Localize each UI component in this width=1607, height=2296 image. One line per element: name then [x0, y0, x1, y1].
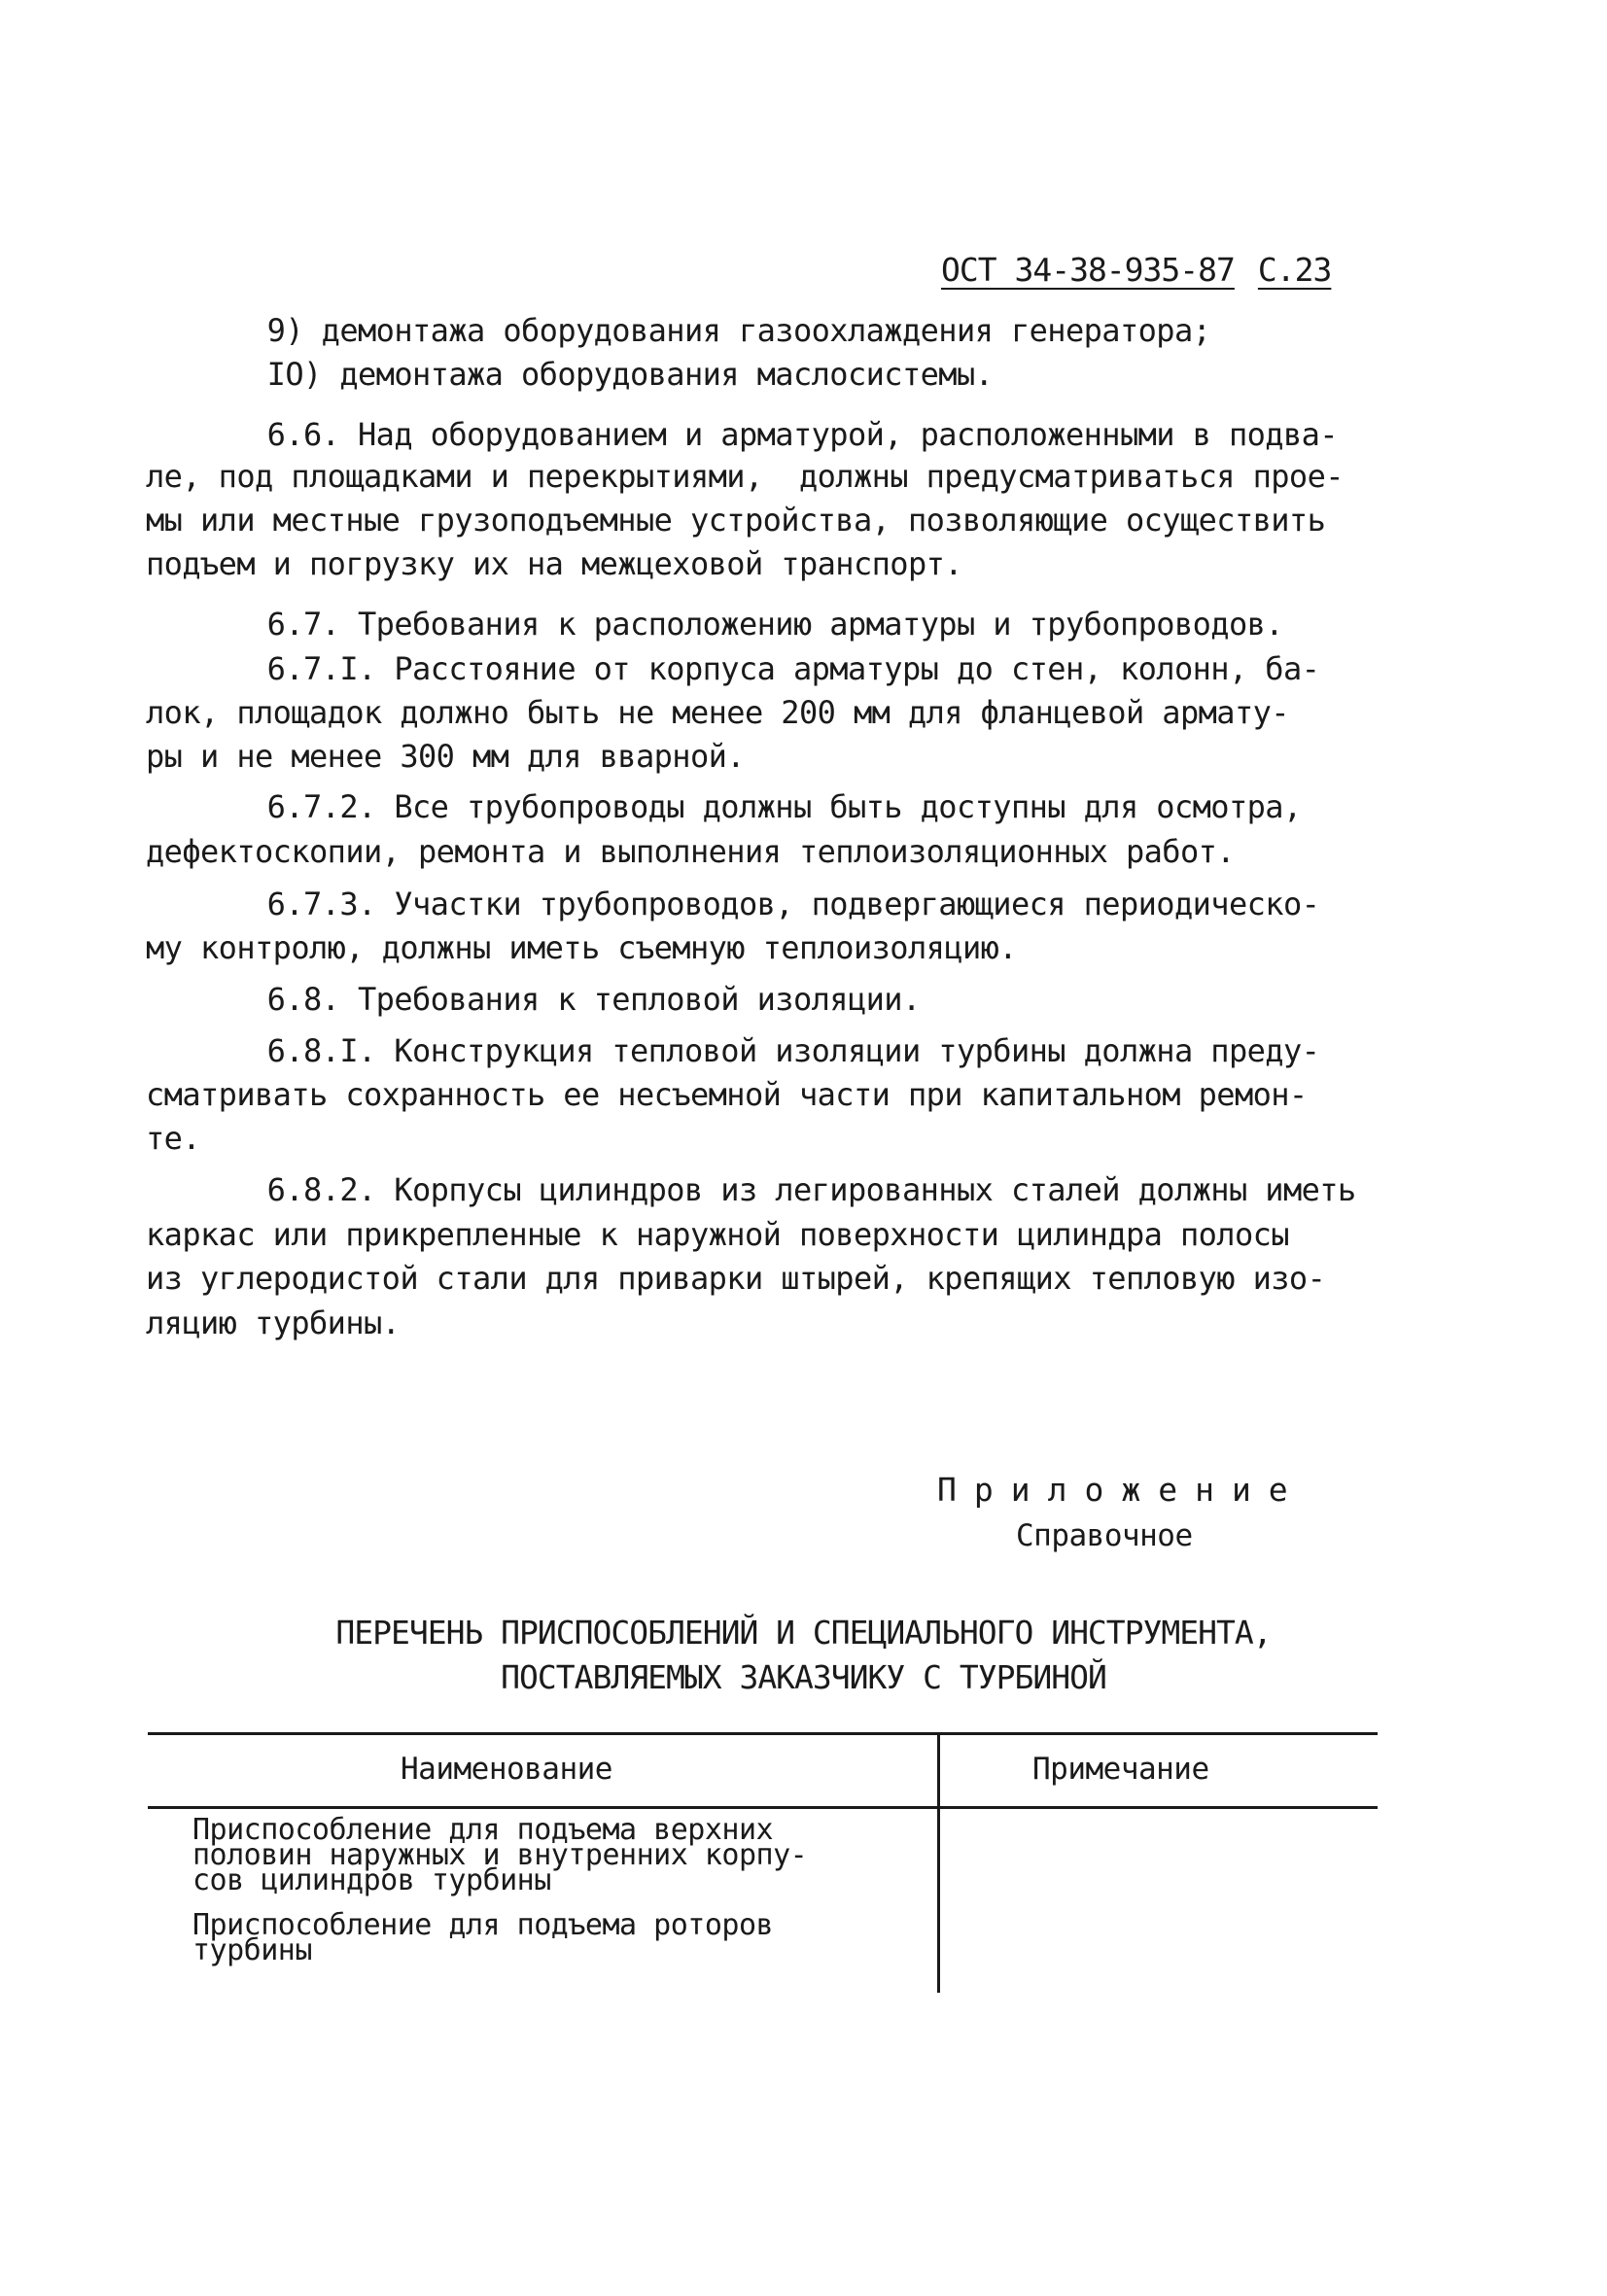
table-cell-line: турбины — [192, 1933, 312, 1967]
list-title-line: ПОСТАВЛЯЕМЫХ ЗАКАЗЧИКУ С ТУРБИНОЙ — [501, 1658, 1106, 1696]
equipment-table — [148, 1732, 1378, 1995]
paragraph-line: каркас или прикрепленные к наружной поверхности цилиндра полосы — [146, 1216, 1289, 1253]
paragraph-line: му контролю, должны иметь съемную теплоизоляцию. — [146, 929, 1017, 966]
table-cell-line: половин наружных и внутренних корпу- — [192, 1838, 808, 1872]
paragraph-line: сматривать сохранность ее несъемной части при капитальном ремон- — [146, 1076, 1308, 1113]
paragraph-line: 6.7.2. Все трубопроводы должны быть доступны для осмотра, — [194, 788, 1302, 825]
document-code: ОСТ 34-38-935-87 — [941, 251, 1235, 289]
table-header-name: Наименование — [401, 1752, 612, 1787]
paragraph-line: ляцию турбины. — [146, 1305, 401, 1341]
paragraph-line: IO) демонтажа оборудования маслосистемы. — [194, 356, 994, 393]
paragraph-line: лок, площадок должно быть не менее 200 мм для фланцевой армату- — [146, 694, 1289, 731]
paragraph-line: из углеродистой стали для приварки штырей, крепящих тепловую изо- — [146, 1260, 1326, 1297]
paragraph-line: подъем и погрузку их на межцеховой транспорт. — [146, 545, 962, 582]
paragraph-line: дефектоскопии, ремонта и выполнения теплоизоляционных работ. — [146, 833, 1235, 870]
paragraph-line: 6.7.I. Расстояние от корпуса арматуры до стен, колонн, ба- — [194, 650, 1320, 687]
appendix-title: Приложение — [937, 1471, 1306, 1509]
table-header-rule — [148, 1806, 1378, 1809]
paragraph-line: 6.8.I. Конструкция тепловой изоляции турбины должна преду- — [194, 1032, 1320, 1069]
paragraph-line: мы или местные грузоподъемные устройства, позволяющие осуществить — [146, 502, 1326, 539]
page-number: С.23 — [1257, 251, 1332, 289]
document-header — [941, 251, 1331, 289]
paragraph-line: 6.8. Требования к тепловой изоляции. — [194, 981, 921, 1018]
appendix-subtitle: Справочное — [1016, 1518, 1193, 1553]
paragraph-line: ры и не менее 300 мм для вварной. — [146, 738, 745, 775]
table-header-note: Примечание — [1032, 1752, 1209, 1787]
table-cell-line: сов цилиндров турбины — [192, 1863, 551, 1897]
table-top-rule — [148, 1732, 1378, 1735]
table-cell-line: Приспособление для подъема роторов — [192, 1908, 774, 1942]
paragraph-line: 6.7. Требования к расположению арматуры и трубопроводов. — [194, 606, 1283, 643]
list-title-line: ПЕРЕЧЕНЬ ПРИСПОСОБЛЕНИЙ И СПЕЦИАЛЬНОГО ИНСТРУМЕНТА, — [335, 1614, 1272, 1652]
paragraph-line: те. — [146, 1120, 200, 1157]
paragraph-line: 6.8.2. Корпусы цилиндров из легированных сталей должны иметь — [194, 1171, 1356, 1208]
paragraph-line: 9) демонтажа оборудования газоохлаждения генератора; — [194, 312, 1211, 349]
paragraph-line: ле, под площадками и перекрытиями, должны предусматриваться прое- — [146, 458, 1344, 495]
paragraph-line: 6.6. Над оборудованием и арматурой, расположенными в подва- — [194, 416, 1338, 453]
table-cell-line: Приспособление для подъема верхних — [192, 1813, 774, 1847]
table-column-divider — [937, 1732, 940, 1993]
paragraph-line: 6.7.3. Участки трубопроводов, подвергающиеся периодическо- — [194, 886, 1320, 922]
